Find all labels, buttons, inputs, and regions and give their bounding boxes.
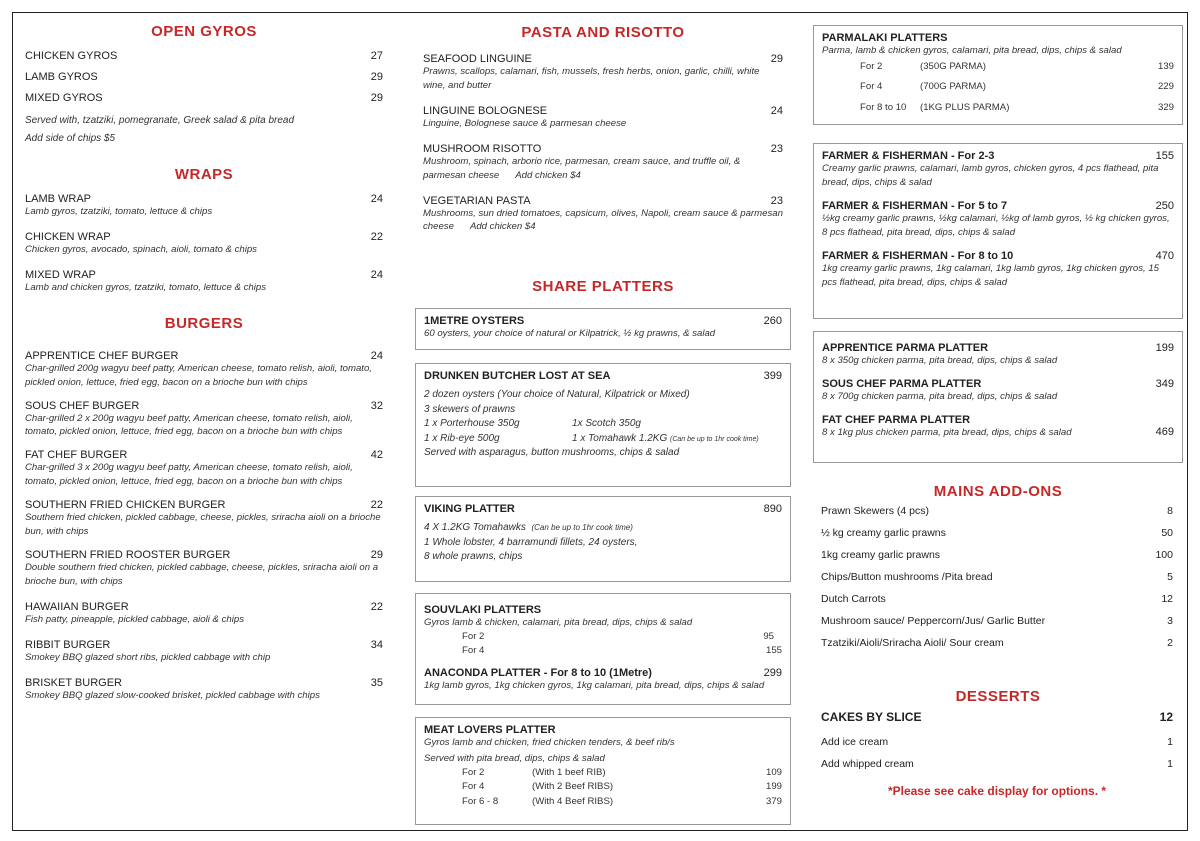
item-description: 1kg creamy garlic prawns, 1kg calamari, 1kg lamb gyros, 1kg chicken gyros, 15 pcs flathead, pita bread, dips, chips & salad bbox=[822, 262, 1159, 288]
option-label: For 4 bbox=[462, 781, 485, 793]
option-label: For 4 bbox=[462, 645, 485, 657]
option-note: (1KG PLUS PARMA) bbox=[920, 101, 1010, 113]
middle-column bbox=[415, 13, 791, 828]
item-price: 24 bbox=[770, 104, 783, 117]
menu-item bbox=[25, 499, 383, 539]
item-price: 42 bbox=[370, 449, 383, 462]
item-name: SEAFOOD LINGUINE bbox=[423, 53, 532, 65]
item-description: Chicken gyros, avocado, spinach, aioli, tomato & chips bbox=[25, 243, 257, 255]
item-price: 23 bbox=[770, 142, 783, 155]
cake-display-note: *Please see cake display for options. * bbox=[887, 784, 1107, 798]
item-description: 60 oysters, your choice of natural or Kilpatrick, ½ kg prawns, & salad bbox=[424, 328, 716, 339]
option-note: (With 1 beef RIB) bbox=[532, 766, 606, 778]
add-chicken-note: Add chicken $4 bbox=[469, 221, 536, 233]
souvlaki-box bbox=[415, 593, 791, 705]
item-line: 8 whole prawns, chips bbox=[424, 551, 523, 562]
option-row bbox=[424, 766, 782, 780]
item-name: 1METRE OYSTERS bbox=[424, 315, 525, 327]
option-note: (350G PARMA) bbox=[920, 60, 986, 72]
item-name: CHICKEN WRAP bbox=[25, 230, 111, 243]
addon-price: 1 bbox=[1167, 758, 1173, 770]
farmer-box bbox=[813, 143, 1183, 319]
item-name: FARMER & FISHERMAN - For 5 to 7 bbox=[822, 199, 1008, 212]
menu-item bbox=[415, 143, 791, 183]
item-description bbox=[423, 155, 783, 183]
addon-item bbox=[821, 549, 1173, 561]
dessert-addon bbox=[821, 736, 1173, 748]
menu-item bbox=[822, 378, 1174, 404]
desserts-heading: DESSERTS bbox=[955, 688, 1041, 705]
addon-price: 8 bbox=[1167, 505, 1173, 517]
item-price: 890 bbox=[763, 503, 782, 515]
item-name: SOUTHERN FRIED ROOSTER BURGER bbox=[25, 548, 231, 561]
addon-name: Add whipped cream bbox=[821, 758, 914, 770]
gyros-chips-note: Add side of chips $5 bbox=[25, 132, 116, 144]
item-name: APPRENTICE CHEF BURGER bbox=[25, 349, 179, 362]
item-name: SOUTHERN FRIED CHICKEN BURGER bbox=[25, 499, 226, 512]
wraps-heading: WRAPS bbox=[174, 166, 234, 183]
addon-name: ½ kg creamy garlic prawns bbox=[821, 527, 946, 539]
menu-item bbox=[25, 50, 383, 62]
addon-item bbox=[821, 527, 1173, 539]
option-row bbox=[822, 101, 1174, 115]
item-description: Char-grilled 3 x 200g wagyu beef patty, American cheese, tomato relish, aioli, tomato, pickled onion, lettuce, fried egg, bacon on a brioche bun with chips bbox=[25, 462, 353, 488]
parma-platters-box bbox=[813, 331, 1183, 463]
option-price: 139 bbox=[1157, 60, 1174, 72]
item-price: 155 bbox=[1155, 150, 1174, 162]
item-name: SOUS CHEF BURGER bbox=[25, 399, 140, 412]
item-name: CHICKEN GYROS bbox=[25, 50, 118, 62]
item-price: 29 bbox=[770, 53, 783, 65]
option-price: 379 bbox=[765, 795, 782, 807]
option-label: For 6 - 8 bbox=[462, 795, 499, 807]
addon-name: 1kg creamy garlic prawns bbox=[821, 549, 941, 561]
dessert-price: 12 bbox=[1159, 710, 1173, 724]
item-description: Lamb and chicken gyros, tzatziki, tomato, lettuce & chips bbox=[25, 281, 267, 293]
drunken-butcher-box bbox=[415, 363, 791, 487]
tomahawk-text: 1 x Tomahawk 1.2KG bbox=[572, 432, 668, 444]
viking-box bbox=[415, 496, 791, 582]
menu-item bbox=[25, 231, 383, 257]
item-price: 27 bbox=[370, 50, 383, 62]
item-name: DRUNKEN BUTCHER LOST AT SEA bbox=[424, 370, 611, 382]
item-description: Gyros lamb and chicken, fried chicken tenders, & beef rib/s bbox=[424, 737, 675, 748]
option-price: 329 bbox=[1157, 101, 1174, 113]
item-name: APPRENTICE PARMA PLATTER bbox=[822, 342, 989, 354]
addon-name: Mushroom sauce/ Peppercorn/Jus/ Garlic Butter bbox=[821, 615, 1046, 627]
item-price: 35 bbox=[370, 676, 383, 689]
addons-heading: MAINS ADD-ONS bbox=[933, 483, 1063, 500]
item-price: 349 bbox=[1155, 377, 1174, 390]
item-name: LAMB WRAP bbox=[25, 193, 92, 205]
item-name: MEAT LOVERS PLATTER bbox=[424, 724, 556, 736]
item-description: Smokey BBQ glazed slow-cooked brisket, pickled cabbage with chips bbox=[25, 689, 320, 701]
item-name: RIBBIT BURGER bbox=[25, 638, 111, 651]
addon-name: Tzatziki/Aioli/Sriracha Aioli/ Sour cream bbox=[821, 637, 1004, 649]
item-price: 199 bbox=[1155, 342, 1174, 354]
addon-item bbox=[821, 637, 1173, 649]
item-price: 260 bbox=[763, 315, 782, 327]
option-label: For 2 bbox=[462, 766, 485, 778]
right-column bbox=[813, 13, 1183, 828]
item-line: 1 Whole lobster, 4 barramundi fillets, 24 oysters, bbox=[424, 536, 638, 548]
item-price: 250 bbox=[1155, 199, 1174, 212]
cook-time-note: (Can be up to 1hr cook time) bbox=[531, 523, 633, 532]
item-name: BRISKET BURGER bbox=[25, 676, 122, 689]
item-price: 469 bbox=[1155, 425, 1174, 438]
menu-item bbox=[25, 549, 383, 589]
menu-item bbox=[822, 342, 1174, 368]
addon-item bbox=[821, 593, 1173, 605]
item-name: SOUVLAKI PLATTERS bbox=[424, 604, 542, 616]
item-description: Gyros lamb & chicken, calamari, pita bread, dips, chips & salad bbox=[424, 617, 693, 628]
option-row bbox=[424, 644, 782, 658]
item-name: ANACONDA PLATTER - For 8 to 10 (1Metre) bbox=[424, 666, 652, 679]
addon-price: 12 bbox=[1161, 593, 1173, 605]
menu-item bbox=[25, 639, 383, 665]
item-line bbox=[424, 432, 782, 447]
anaconda-row bbox=[424, 667, 782, 679]
menu-item bbox=[25, 449, 383, 489]
desserts-list bbox=[821, 710, 1173, 798]
option-price: 229 bbox=[1157, 81, 1174, 93]
burgers-heading: BURGERS bbox=[164, 314, 244, 332]
item-description: Southern fried chicken, pickled cabbage, cheese, pickles, sriracha aioli on a brioche bun, with chips bbox=[25, 512, 381, 538]
option-row bbox=[424, 795, 782, 809]
item-name: FARMER & FISHERMAN - For 8 to 10 bbox=[822, 249, 1014, 262]
item-description: Char-grilled 200g wagyu beef patty, American cheese, tomato relish, aioli, tomato, pickled onion, lettuce, fried egg, bacon on a brioche bun with chips bbox=[25, 362, 372, 388]
addons-list bbox=[821, 505, 1173, 649]
item-name: MIXED GYROS bbox=[25, 92, 103, 104]
desc-text: Mushroom, spinach, arborio rice, parmesan, cream sauce, and truffle oil, & parmesan cheese bbox=[423, 155, 741, 181]
menu-item bbox=[822, 250, 1174, 290]
option-price: 95 bbox=[763, 630, 774, 642]
add-chicken-note: Add chicken $4 bbox=[515, 169, 581, 181]
menu-item bbox=[822, 414, 1174, 440]
option-note: (With 2 Beef RIBS) bbox=[532, 781, 614, 793]
item-description: Prawns, scallops, calamari, fish, mussels, fresh herbs, onion, garlic, chilli, white wine, and butter bbox=[423, 66, 760, 91]
menu-item bbox=[25, 193, 383, 219]
item-description: Linguine, Bolognese sauce & parmesan cheese bbox=[423, 117, 627, 129]
menu-item bbox=[25, 269, 383, 295]
item-price: 29 bbox=[370, 71, 383, 83]
item-price: 299 bbox=[763, 666, 782, 679]
addon-item bbox=[821, 505, 1173, 517]
share-platters-heading: SHARE PLATTERS bbox=[532, 278, 674, 295]
item-price: 24 bbox=[370, 349, 383, 362]
item-line bbox=[424, 521, 782, 536]
menu-page bbox=[12, 12, 1188, 831]
item-price: 29 bbox=[370, 548, 383, 561]
item-price: 22 bbox=[370, 499, 383, 512]
oysters-box bbox=[415, 308, 791, 350]
item-description: ½kg creamy garlic prawns, ½kg calamari, ½kg of lamb gyros, ½ kg chicken gyros, 8 pcs flathead, pita bread, dips, chips & salad bbox=[822, 212, 1170, 238]
item-price: 22 bbox=[370, 230, 383, 243]
menu-item bbox=[25, 92, 383, 104]
item-line: 3 skewers of prawns bbox=[424, 403, 516, 415]
addon-name: Dutch Carrots bbox=[821, 593, 886, 605]
option-note: (700G PARMA) bbox=[920, 81, 986, 93]
item-line: Served with asparagus, button mushrooms, chips & salad bbox=[424, 447, 680, 458]
item-line: 2 dozen oysters (Your choice of Natural, Kilpatrick or Mixed) bbox=[424, 389, 690, 400]
item-price: 470 bbox=[1155, 249, 1174, 262]
menu-item bbox=[822, 150, 1174, 190]
option-label: For 2 bbox=[860, 60, 883, 72]
menu-item bbox=[25, 677, 383, 703]
dessert-addon bbox=[821, 758, 1173, 770]
addon-price: 3 bbox=[1167, 615, 1173, 627]
item-name: HAWAIIAN BURGER bbox=[25, 600, 129, 613]
menu-item bbox=[822, 200, 1174, 240]
item-price: 32 bbox=[370, 399, 383, 412]
item-price: 24 bbox=[370, 193, 383, 205]
ribeye-text: 1 x Rib-eye 500g bbox=[424, 432, 500, 444]
meat-lovers-box bbox=[415, 717, 791, 825]
item-name: VEGETARIAN PASTA bbox=[423, 194, 531, 207]
item-name: PARMALAKI PLATTERS bbox=[822, 32, 948, 44]
option-price: 109 bbox=[765, 766, 782, 778]
menu-item bbox=[25, 71, 383, 83]
item-price: 29 bbox=[370, 92, 383, 104]
item-name: FAT CHEF BURGER bbox=[25, 449, 128, 462]
option-price: 155 bbox=[765, 645, 782, 657]
item-name: LINGUINE BOLOGNESE bbox=[423, 104, 548, 117]
item-description: Parma, lamb & chicken gyros, calamari, pita bread, dips, chips & salad bbox=[822, 45, 1122, 56]
item-name: MIXED WRAP bbox=[25, 268, 96, 281]
addon-name: Add ice cream bbox=[821, 736, 889, 748]
item-price: 24 bbox=[370, 268, 383, 281]
addon-price: 5 bbox=[1167, 571, 1173, 583]
menu-item bbox=[25, 400, 383, 440]
tomahawks-text: 4 X 1.2KG Tomahawks bbox=[424, 522, 526, 533]
option-label: For 4 bbox=[860, 81, 883, 93]
item-description: 8 x 350g chicken parma, pita bread, dips, chips & salad bbox=[822, 355, 1058, 366]
item-description: Char-grilled 2 x 200g wagyu beef patty, American cheese, tomato relish, aioli, tomato, pickled onion, lettuce, fried egg, bacon on a brioche bun with chips bbox=[25, 412, 353, 438]
option-price: 199 bbox=[765, 781, 782, 793]
addon-price: 2 bbox=[1167, 637, 1173, 649]
option-note: (With 4 Beef RIBS) bbox=[532, 795, 614, 807]
cook-time-note: (Can be up to 1hr cook time) bbox=[670, 435, 759, 443]
parmalaki-box bbox=[813, 25, 1183, 125]
menu-item bbox=[415, 53, 791, 93]
item-description: Smokey BBQ glazed short ribs, pickled cabbage with chip bbox=[25, 651, 271, 663]
option-row bbox=[424, 780, 782, 794]
item-name: LAMB GYROS bbox=[25, 71, 98, 83]
item-description: 8 x 700g chicken parma, pita bread, dips, chips & salad bbox=[822, 390, 1058, 402]
option-label: For 2 bbox=[462, 630, 485, 642]
desc-text: Mushrooms, sun dried tomatoes, capsicum, olives, Napoli, cream sauce & parmesan cheese bbox=[423, 207, 783, 233]
addon-price: 1 bbox=[1167, 736, 1173, 748]
item-description: 1kg lamb gyros, 1kg chicken gyros, 1kg calamari, pita bread, dips, chips & salad bbox=[424, 679, 765, 691]
item-description: Creamy garlic prawns, calamari, lamb gyros, chicken gyros, 4 pcs flathead, pita bread, dips, chips & salad bbox=[822, 163, 1159, 188]
addon-name: Prawn Skewers (4 pcs) bbox=[821, 505, 929, 517]
item-description: 8 x 1kg plus chicken parma, pita bread, dips, chips & salad bbox=[822, 426, 1072, 438]
option-row bbox=[822, 60, 1174, 74]
menu-item bbox=[415, 195, 791, 235]
item-name: MUSHROOM RISOTTO bbox=[423, 142, 542, 155]
item-description: Served with pita bread, dips, chips & salad bbox=[424, 752, 605, 764]
item-price: 23 bbox=[770, 194, 783, 207]
item-price: 34 bbox=[370, 638, 383, 651]
item-price: 22 bbox=[370, 600, 383, 613]
item-description: Lamb gyros, tzatziki, tomato, lettuce & chips bbox=[25, 206, 213, 217]
item-description bbox=[423, 207, 783, 235]
addon-item bbox=[821, 615, 1173, 627]
item-line bbox=[424, 417, 782, 432]
menu-item bbox=[25, 350, 383, 390]
addon-name: Chips/Button mushrooms /Pita bread bbox=[821, 571, 993, 583]
item-name: SOUS CHEF PARMA PLATTER bbox=[822, 377, 982, 390]
left-column bbox=[25, 13, 383, 703]
gyros-note: Served with, tzatziki, pomegranate, Greek salad & pita bread bbox=[25, 115, 295, 126]
item-name: FARMER & FISHERMAN - For 2-3 bbox=[822, 150, 995, 162]
addon-price: 100 bbox=[1155, 549, 1173, 561]
open-gyros-heading: OPEN GYROS bbox=[151, 23, 257, 40]
option-row bbox=[822, 80, 1174, 94]
dessert-main bbox=[821, 710, 1173, 724]
item-description: Double southern fried chicken, pickled cabbage, cheese, pickles, sriracha aioli on a brioche bun, with chips bbox=[25, 561, 379, 587]
dessert-name: CAKES BY SLICE bbox=[821, 710, 922, 724]
menu-item bbox=[25, 601, 383, 627]
item-price: 399 bbox=[763, 370, 782, 382]
menu-item bbox=[415, 105, 791, 131]
option-label: For 8 to 10 bbox=[860, 101, 907, 113]
item-name: VIKING PLATTER bbox=[424, 503, 515, 515]
addon-price: 50 bbox=[1161, 527, 1173, 539]
porterhouse-text: 1 x Porterhouse 350g bbox=[424, 418, 520, 429]
addon-item bbox=[821, 571, 1173, 583]
option-row bbox=[424, 630, 782, 644]
scotch-text: 1x Scotch 350g bbox=[572, 418, 641, 429]
pasta-heading: PASTA AND RISOTTO bbox=[521, 24, 685, 41]
item-name: FAT CHEF PARMA PLATTER bbox=[822, 413, 971, 426]
item-description: Fish patty, pineapple, pickled cabbage, aioli & chips bbox=[25, 613, 245, 625]
